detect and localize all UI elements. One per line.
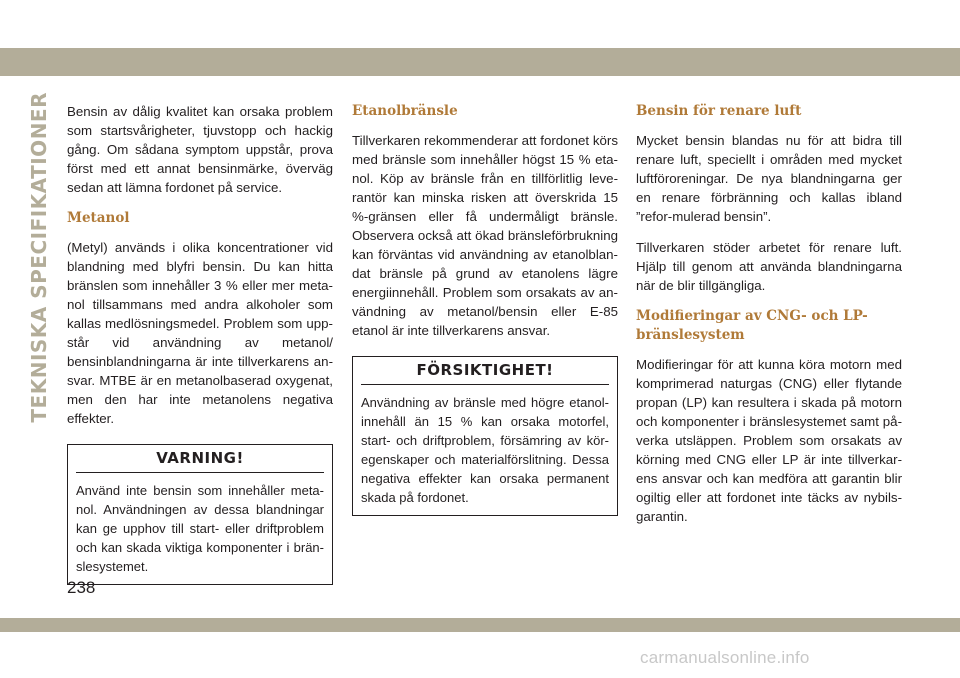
paragraph-support: Tillverkaren stöder arbetet för renare luft. Hjälp till genom att använda blandningarna när de blir tillgängliga. — [636, 240, 902, 293]
paragraph-ethanol: Tillverkaren rekommenderar att fordonet körs med bränsle som innehåller högst 15 % eta-nol. Köp av bränsle från en tillförlitlig leve-rantör kan minska risken att överskrida 15 %-gränsen eller få undermåligt bränsle. Observera också att ökad bränsleförbrukning kan förväntas vid användning av etanolblan-dat bränsle på grund av etanolens lägre energiinnehåll. Problem som orsakats av an-vändning av metanol/bensin eller E-85 etanol är inte tillverkarens ansvar. — [352, 133, 618, 338]
bottom-color-bar — [0, 618, 960, 632]
heading-clean-air: Bensin för renare luft — [636, 103, 802, 119]
paragraph-methanol: (Metyl) används i olika koncentrationer vid blandning med blyfri bensin. Du kan hitta bränslen som innehåller 3 % eller mer meta-nol tillsammans med andra alkoholer som kallas medlösningsmedel. Problem som upp-står vid användning av metanol/ bensinblandningarna är inte tillverkarens an-svar. MTBE är en metanolbaserad oxygenat, men den har inte metanolens negativa effekter. — [67, 240, 333, 426]
page-number: 238 — [67, 578, 96, 597]
paragraph-fuel-quality: Bensin av dålig kvalitet kan orsaka problem som startsvårigheter, tjuvstopp och hackig gång. Om sådana symptom uppstår, prova först med ett annat bensinmärke, överväg sedan att lämna fordonet på service. — [67, 104, 333, 195]
column-1 — [67, 102, 333, 597]
warning-text: Använd inte bensin som innehåller meta-nol. Användningen av dessa blandningar kan ge upphov till start- eller driftproblem och kan skada viktiga komponenter i brän-slesystemet. — [76, 483, 324, 574]
side-title-text: TEKNISKA SPECIFIKATIONER — [27, 92, 51, 423]
caution-box — [352, 356, 618, 516]
heading-ethanol: Etanolbränsle — [352, 103, 458, 119]
warning-title: VARNING! — [76, 445, 324, 473]
column-3 — [636, 102, 902, 538]
top-band — [0, 0, 960, 76]
caution-title: FÖRSIKTIGHET! — [361, 357, 609, 385]
paragraph-cng-lp: Modifieringar för att kunna köra motorn med komprimerad naturgas (CNG) eller flytande propan (LP) kan resultera i skada på motorn och komponenter i bränslesystemet samt på-verka utsläppen. Problem som orsakats av körning med CNG eller LP är inte tillverkar-ens ansvar och kan medföra att garantin blir ogiltig eller att fordonet inte täcks av nybils-garantin. — [636, 357, 902, 524]
paragraph-clean-air: Mycket bensin blandas nu för att bidra till renare luft, speciellt i områden med mycket luftföroreningar. De nya blandningarna ger en renare förbränning och kallas ibland ”refor-mulerad bensin”. — [636, 133, 902, 224]
heading-cng-lp: Modifieringar av CNG- och LP-bränslesystem — [636, 308, 868, 343]
side-section-title — [24, 92, 54, 423]
watermark: carmanualsonline.info — [640, 648, 810, 667]
column-2 — [352, 102, 618, 528]
top-color-bar — [0, 48, 960, 76]
bottom-band — [0, 606, 960, 678]
heading-methanol: Metanol — [67, 210, 130, 226]
caution-text: Användning av bränsle med högre etanol-innehåll än 15 % kan orsaka motorfel, start- och driftproblem, försämring av kör-egenskaper och materialförslitning. Dessa negativa effekter kan orsaka permanent skada på fordonet. — [361, 395, 609, 505]
warning-box — [67, 444, 333, 585]
